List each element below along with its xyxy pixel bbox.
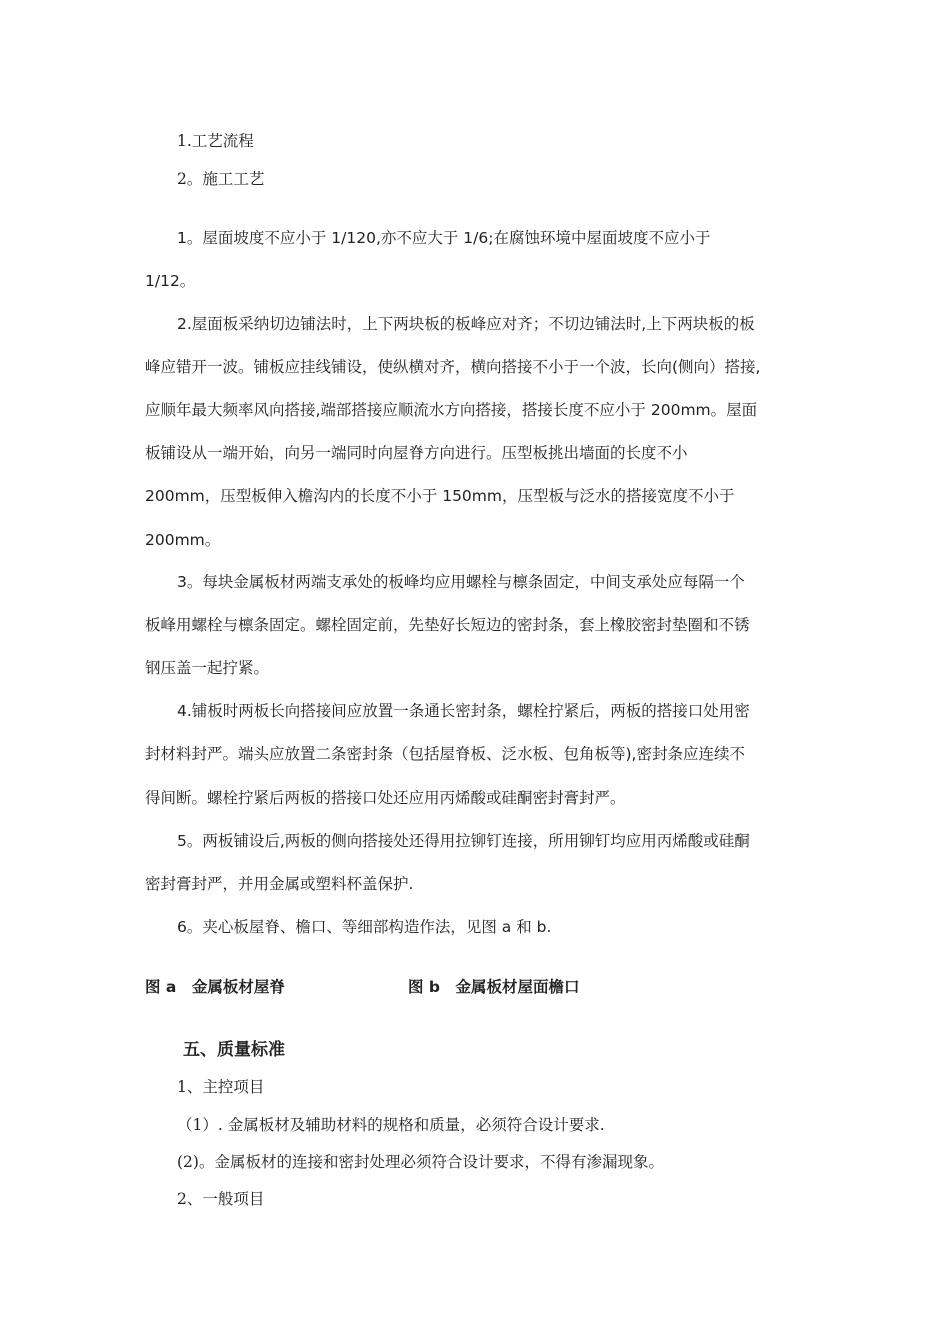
paragraph-3-line-2: 板峰用螺栓与檩条固定。螺栓固定前，先垫好长短边的密封条，套上橡胶密封垫圈和不锈 <box>145 616 750 634</box>
paragraph-4-line-1: 4.铺板时两板长向搭接间应放置一条通长密封条，螺栓拧紧后，两板的搭接口处用密 <box>177 702 750 720</box>
section-item-2: (2)。金属板材的连接和密封处理必须符合设计要求，不得有渗漏现象。 <box>177 1153 664 1171</box>
figure-a-caption: 图 a 金属板材屋脊 <box>145 978 285 996</box>
paragraph-2-line-2: 峰应错开一波。铺板应挂线铺设，使纵横对齐，横向搭接不小于一个波，长向(侧向）搭接, <box>145 358 761 376</box>
paragraph-2-line-3: 应顺年最大频率风向搭接,端部搭接应顺流水方向搭接，搭接长度不应小于 200mm。屋面 <box>145 401 758 419</box>
process-heading: 2。施工工艺 <box>177 170 265 188</box>
paragraph-1-line-2: 1/12。 <box>145 272 196 290</box>
flow-heading: 1.工艺流程 <box>177 132 254 150</box>
paragraph-1-line-1: 1。屋面坡度不应小于 1/120,亦不应大于 1/6;在腐蚀环境中屋面坡度不应小于 <box>177 229 711 247</box>
section-title: 五、质量标准 <box>183 1040 285 1060</box>
figure-b-caption: 图 b 金属板材屋面檐口 <box>408 978 580 996</box>
paragraph-2-line-5: 200mm，压型板伸入檐沟内的长度不小于 150mm，压型板与泛水的搭接宽度不小于 <box>145 487 735 505</box>
section-item-main-control: 1、主控项目 <box>177 1078 265 1096</box>
paragraph-4-line-2: 封材料封严。端头应放置二条密封条（包括屋脊板、泛水板、包角板等),密封条应连续不 <box>145 745 745 763</box>
paragraph-3-line-3: 钢压盖一起拧紧。 <box>145 659 270 677</box>
paragraph-3-line-1: 3。每块金属板材两端支承处的板峰均应用螺栓与檩条固定，中间支承处应每隔一个 <box>177 573 745 591</box>
paragraph-5-line-2: 密封膏封严，并用金属或塑料杯盖保护. <box>145 875 414 893</box>
paragraph-2-line-6: 200mm。 <box>145 531 221 549</box>
paragraph-4-line-3: 得间断。螺栓拧紧后两板的搭接口处还应用丙烯酸或硅酮密封膏封严。 <box>145 789 626 807</box>
section-item-1: （1）. 金属板材及辅助材料的规格和质量，必须符合设计要求. <box>177 1116 605 1134</box>
paragraph-5-line-1: 5。两板铺设后,两板的侧向搭接处还得用拉铆钉连接，所用铆钉均应用丙烯酸或硅酮 <box>177 832 750 850</box>
paragraph-2-line-1: 2.屋面板采纳切边铺法时，上下两块板的板峰应对齐；不切边铺法时,上下两块板的板 <box>177 315 755 333</box>
section-item-general: 2、一般项目 <box>177 1190 265 1208</box>
paragraph-6: 6。夹心板屋脊、檐口、等细部构造作法，见图 a 和 b. <box>177 918 552 936</box>
paragraph-2-line-4: 板铺设从一端开始，向另一端同时向屋脊方向进行。压型板挑出墙面的长度不小 <box>145 444 688 462</box>
